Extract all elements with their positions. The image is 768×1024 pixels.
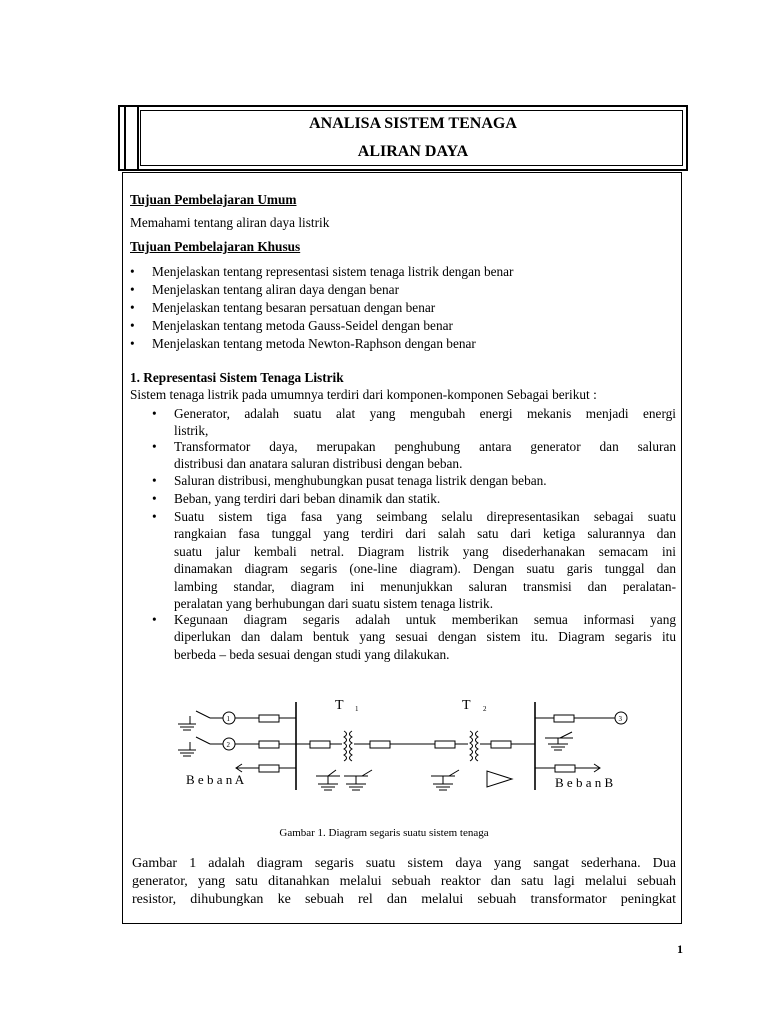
tpu-heading: Tujuan Pembelajaran Umum — [130, 192, 297, 207]
generator-2-label: 2 — [226, 741, 230, 749]
tpk-heading: Tujuan Pembelajaran Khusus — [130, 239, 301, 254]
tpu-text: Memahami tentang aliran daya listrik — [130, 215, 330, 230]
t2-label: T — [462, 698, 471, 713]
t2-subscript: 2 — [483, 705, 487, 713]
generator-1-label: 1 — [226, 715, 230, 723]
t1-label: T — [335, 698, 344, 713]
load-b-label: B e b a n B — [555, 775, 614, 790]
generator-3-label: 3 — [618, 715, 622, 723]
page-subtitle: ALIRAN DAYA — [357, 143, 469, 160]
page-number: 1 — [677, 942, 683, 956]
section-intro: Sistem tenaga listrik pada umumnya terdiri dari komponen-komponen Sebagai berikut : — [130, 387, 597, 402]
t1-subscript: 1 — [355, 705, 359, 713]
figure-caption: Gambar 1. Diagram segaris suatu sistem tenaga — [279, 827, 489, 839]
section-heading: 1. Representasi Sistem Tenaga Listrik — [130, 370, 344, 385]
load-a-label: B e b a n A — [186, 772, 245, 787]
closing-paragraph: Gambar 1 adalah diagram segaris suatu sistem daya yang sangat sederhana. Dua generator, yang satu ditanahkan melalui sebuah reaktor dan satu lagi melalui sebuah resistor, dihubungkan ke sebuah rel dan melalui sebuah transformator peningkat — [132, 856, 676, 907]
page-title: ANALISA SISTEM TENAGA — [309, 115, 517, 132]
